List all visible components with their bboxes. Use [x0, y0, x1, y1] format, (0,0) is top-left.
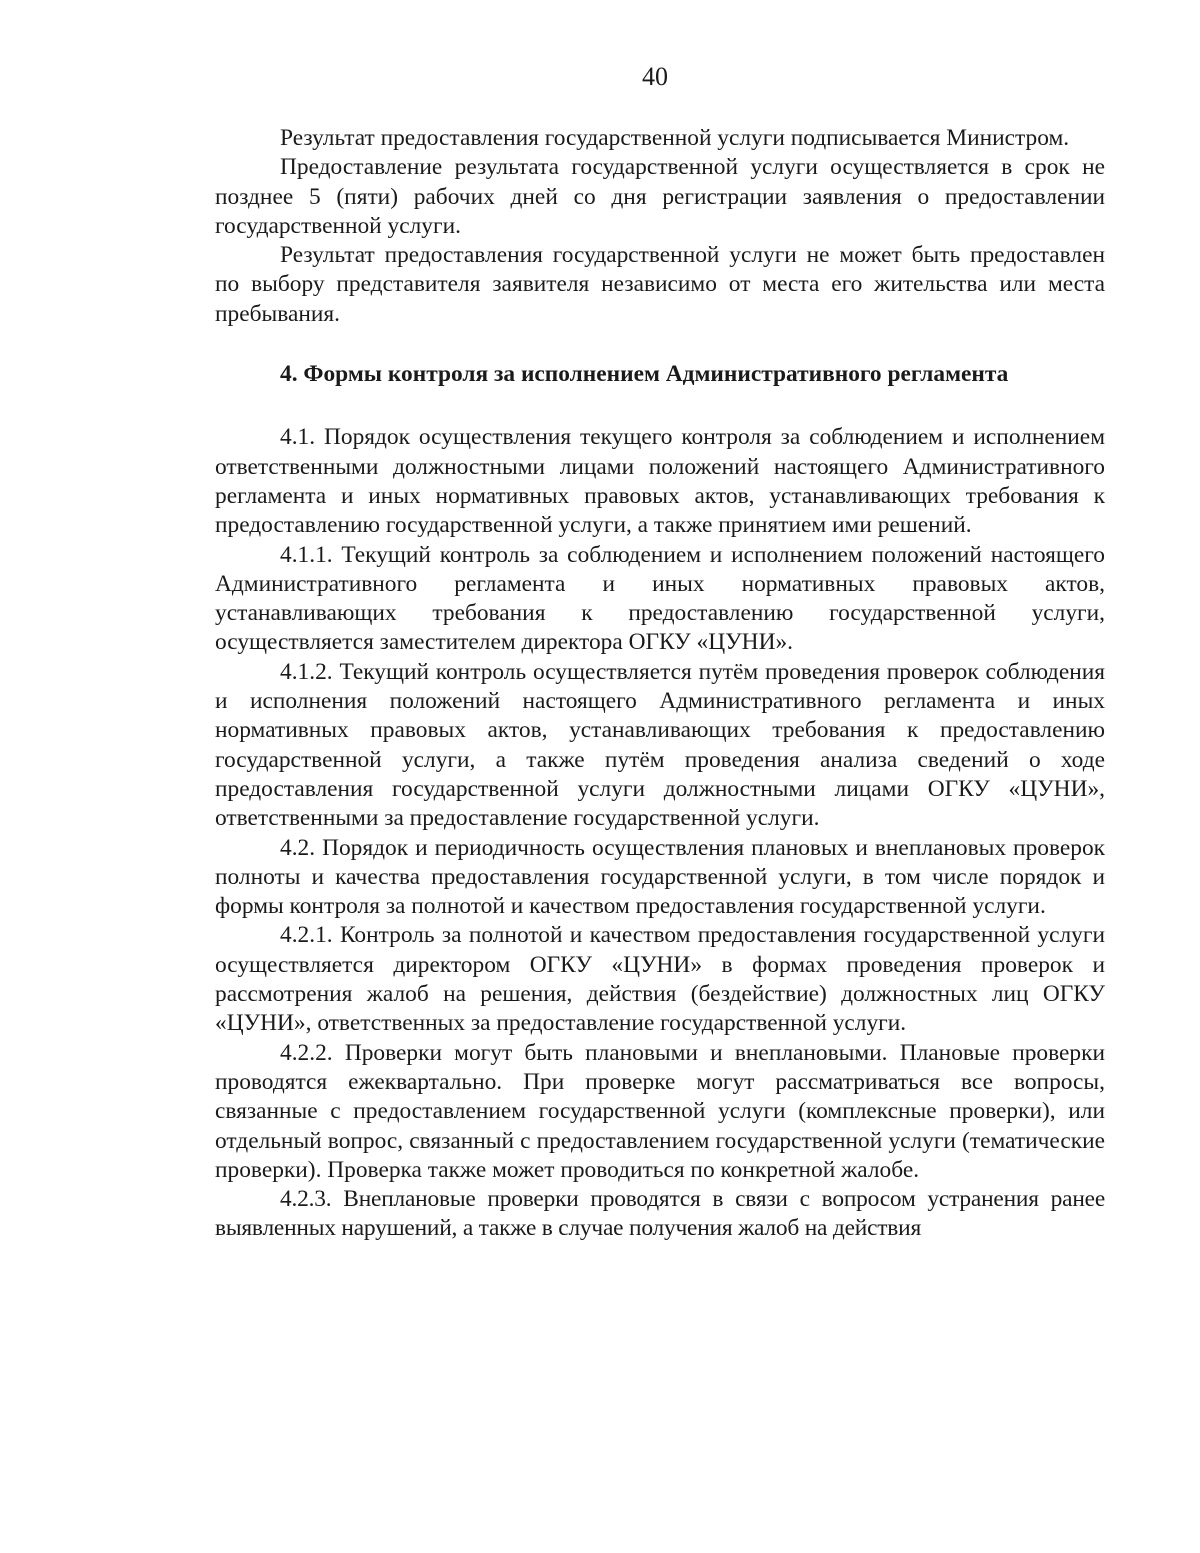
- document-body: [215, 124, 1105, 1244]
- paragraph-4-1: 4.1. Порядок осуществления текущего контроля за соблюдением и исполнением ответственными должностными лицами положений настоящего Административного регламента и иных нормативных правовых актов, устанавливающих требования к предоставлению государственной услуги, а также принятием ими решений.: [215, 424, 1105, 539]
- paragraph-4-1-2: 4.1.2. Текущий контроль осуществляется путём проведения проверок соблюдения и исполнения положений настоящего Административного регламента и иных нормативных правовых актов, устанавливающих требования к предоставлению государственной услуги, а также путём проведения анализа сведений о ходе предоставления государственной услуги должностными лицами ОГКУ «ЦУНИ», ответственными за предоставление государственной услуги.: [215, 658, 1105, 832]
- page-number: 40: [642, 62, 668, 91]
- paragraph-4-2-1: 4.2.1. Контроль за полнотой и качеством предоставления государственной услуги осуществляется директором ОГКУ «ЦУНИ» в формах проведения проверок и рассмотрения жалоб на решения, действия (бездействие) должностных лиц ОГКУ «ЦУНИ», ответственных за предоставление государственной услуги.: [215, 922, 1105, 1037]
- paragraph-4-1-1: 4.1.1. Текущий контроль за соблюдением и исполнением положений настоящего Административного регламента и иных нормативных правовых актов, устанавливающих требования к предоставлению государственной услуги, осуществляется заместителем директора ОГКУ «ЦУНИ».: [215, 541, 1105, 656]
- paragraph-result-signed: Результат предоставления государственной услуги подписывается Министром.: [280, 125, 1070, 151]
- paragraph-4-2-2: 4.2.2. Проверки могут быть плановыми и внеплановыми. Плановые проверки проводятся ежеквартально. При проверке могут рассматриваться все вопросы, связанные с предоставлением государственной услуги (комплексные проверки), или отдельный вопрос, связанный с предоставлением государственной услуги (тематические проверки). Проверка также может проводиться по конкретной жалобе.: [215, 1039, 1105, 1183]
- paragraph-result-representative: Результат предоставления государственной услуги не может быть предоставлен по выбору представителя заявителя независимо от места его жительства или места пребывания.: [215, 242, 1105, 327]
- paragraph-result-deadline: Предоставление результата государственной услуги осуществляется в срок не позднее 5 (пяти) рабочих дней со дня регистрации заявления о предоставлении государственной услуги.: [215, 154, 1105, 239]
- section-heading-control-forms: 4. Формы контроля за исполнением Административного регламента: [280, 361, 1009, 388]
- paragraph-4-2: 4.2. Порядок и периодичность осуществления плановых и внеплановых проверок полноты и качества предоставления государственной услуги, в том числе порядок и формы контроля за полнотой и качеством предоставления государственной услуги.: [215, 834, 1105, 920]
- paragraph-4-2-3: 4.2.3. Внеплановые проверки проводятся в связи с вопросом устранения ранее выявленных нарушений, а также в случае получения жалоб на действия: [215, 1186, 1105, 1242]
